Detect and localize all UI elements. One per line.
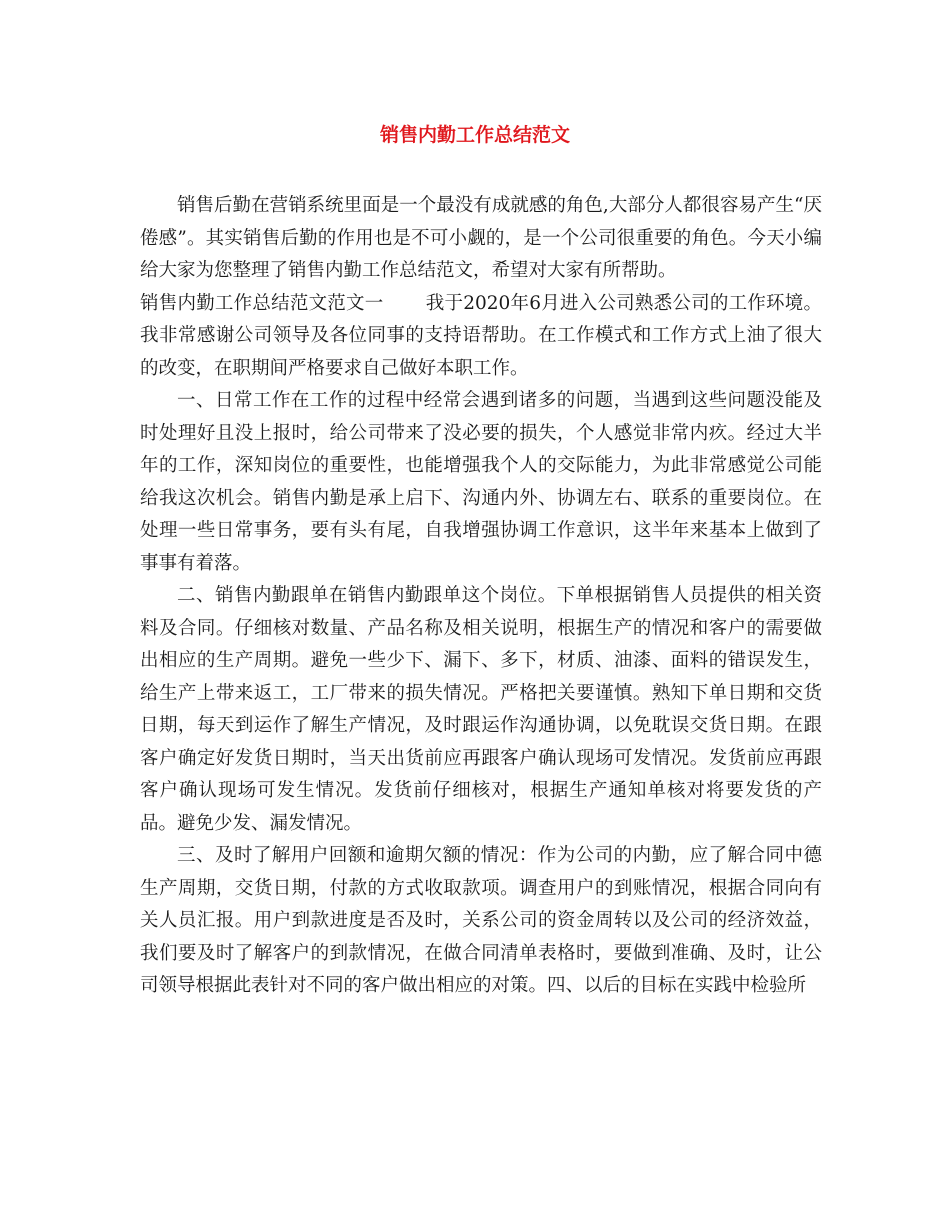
paragraph-payment-tracking: 三、及时了解用户回额和逾期欠额的情况：作为公司的内勤，应了解合同中德生产周期，交货日期，付款的方式收取款项。调查用户的到账情况，根据合同向有关人员汇报。用户到款进度是否及时，关系公司的资金周转以及公司的经济效益，我们要及时了解客户的到款情况，在做合同清单表格时，要做到准确、及时，让公司领导根据此表针对不同的客户做出相应的对策。四、以后的目标在实践中检验所 [140, 845, 822, 996]
paragraph-daily-work: 一、日常工作在工作的过程中经常会遇到诸多的问题，当遇到这些问题没能及时处理好且没上报时，给公司带来了没必要的损失，个人感觉非常内疚。经过大半年的工作，深知岗位的重要性，也能增强我个人的交际能力，为此非常感觉公司能给我这次机会。销售内勤是承上启下、沟通内外、协调左右、联系的重要岗位。在处理一些日常事务，要有头有尾，自我增强协调工作意识，这半年来基本上做到了事事有着落。 [140, 390, 822, 574]
section-heading: 销售内勤工作总结范文范文一 [140, 292, 384, 314]
document-body [140, 190, 822, 1003]
intro-paragraph: 销售后勤在营销系统里面是一个最没有成就感的角色,大部分人都很容易产生“厌倦感”。其实销售后勤的作用也是不可小觑的，是一个公司很重要的角色。今天小编给大家为您整理了销售内勤工作总结范文，希望对大家有所帮助。 [140, 195, 822, 281]
section-text: 我于2020年6月进入公司熟悉公司的工作环境。我非常感谢公司领导及各位同事的支持语帮助。在工作模式和工作方式上油了很大的改变，在职期间严格要求自己做好本职工作。 [140, 292, 822, 379]
section-paragraph [140, 288, 822, 386]
document-title: 销售内勤工作总结范文 [379, 124, 570, 146]
paragraph-order-followup: 二、销售内勤跟单在销售内勤跟单这个岗位。下单根据销售人员提供的相关资料及合同。仔细核对数量、产品名称及相关说明，根据生产的情况和客户的需要做出相应的生产周期。避免一些少下、漏下、多下，材质、油漆、面料的错误发生，给生产上带来返工，工厂带来的损失情况。严格把关要谨慎。熟知下单日期和交货日期，每天到运作了解生产情况，及时跟运作沟通协调，以免耽误交货日期。在跟客户确定好发货日期时，当天出货前应再跟客户确认现场可发情况。发货前应再跟客户确认现场可发生情况。发货前仔细核对，根据生产通知单核对将要发货的产品。避免少发、漏发情况。 [140, 585, 822, 834]
